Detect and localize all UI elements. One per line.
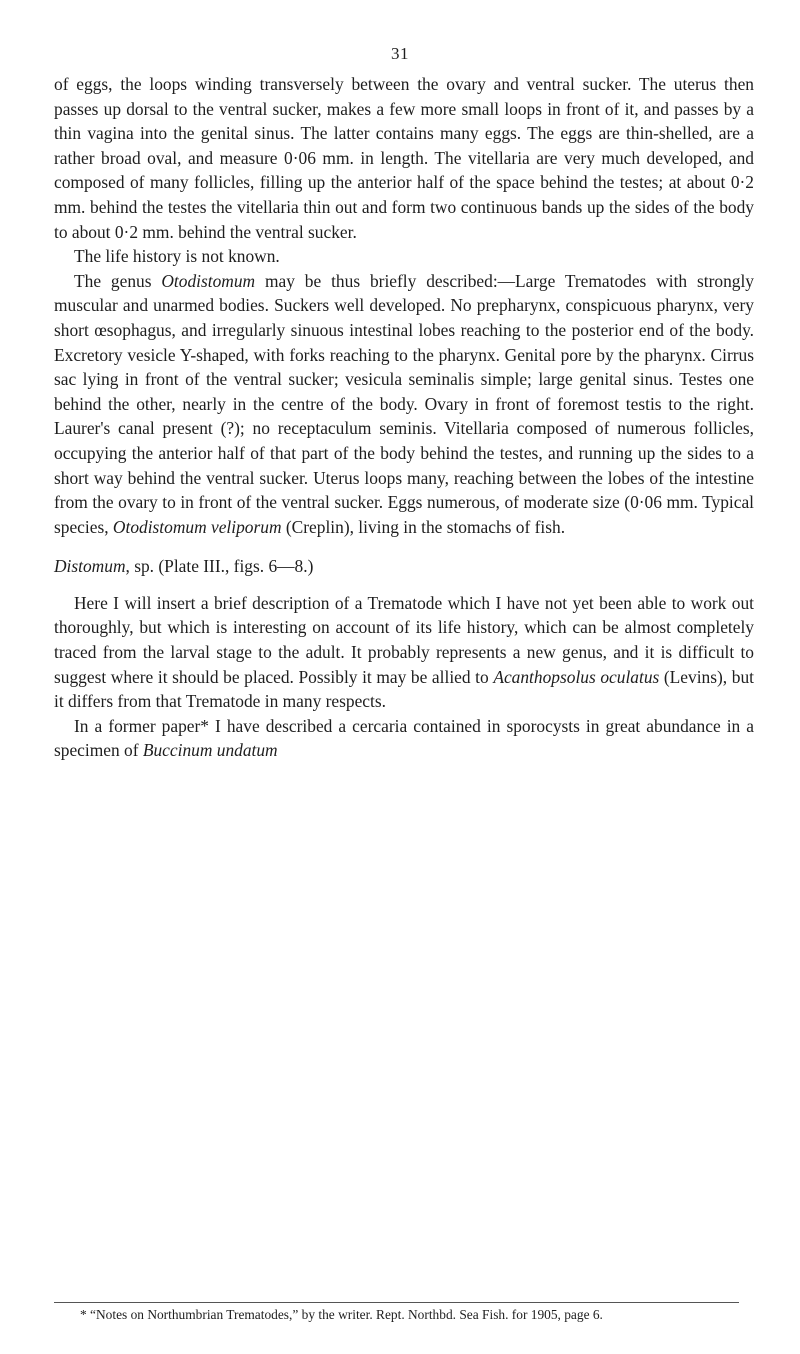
species-name: Buccinum undatum (142, 740, 278, 761)
paragraph-eggs-vitellaria: of eggs, the loops winding transversely between the ovary and ventral sucker. The uterus then passes up dorsal to the ventral sucker, makes a few more small loops in front of it, and passes by a thin vagina into the genital sinus. The latter contains many eggs. The eggs are thin-shelled, are a rather broad oval, and measure 0·06 mm. in length. The vitellaria are very much developed, and composed of many follicles, filling up the anterior half of the space behind the testes; at about 0·2 mm. behind the testes the vitellaria thin out and form two continuous bands up the sides of the body to about 0·2 mm. behind the ventral sucker. (54, 74, 754, 242)
text-segment: The genus (74, 270, 162, 291)
page-number: 31 (391, 44, 409, 63)
genus-name: Otodistomum (161, 270, 256, 291)
body-text (54, 72, 754, 763)
section-heading-distomum (54, 554, 754, 579)
text-segment: (Levins), but it differs from that Trematode in many respects. (54, 666, 754, 712)
species-name: Otodistomum veliporum (112, 516, 282, 537)
genus-name: Distomum (54, 556, 126, 577)
species-name: Acanthopsolus oculatus (493, 666, 660, 687)
text-segment: (Creplin), living in the stomachs of fish. (281, 516, 566, 537)
text-segment: may be thus briefly described:—Large Trematodes with strongly muscular and unarmed bodies. Suckers well developed. No prepharynx, conspicuous pharynx, very short œsophagus, and irregularly sinuous intestinal lobes reaching to the posterior end of the body. Excretory vesicle Y-shaped, with forks reaching to the pharynx. Genital pore by the pharynx. Cirrus sac lying in front of the ventral sucker; vesicula seminalis simple; large genital sinus. Testes one behind the other, nearly in the centre of the body. Ovary in front of foremost testis to the right. Laurer's canal present (?); no receptaculum seminis. Vitellaria composed of numerous follicles, occupying the anterior half of that part of the body behind the testes, and running up the sides to a short way behind the ventral sucker. Uterus loops many, reaching between the lobes of the intestine from the ovary to in front of the ventral sucker. Eggs numerous, of moderate size (0·06 mm. Typical species, (54, 270, 754, 537)
paragraph-life-history: The life history is not known. (74, 246, 280, 267)
footnote: * “Notes on Northumbrian Trematodes,” by the writer. Rept. Northbd. Sea Fish. for 1905, page 6. (80, 1307, 603, 1322)
text-segment: , sp. (Plate III., figs. 6—8.) (125, 556, 314, 577)
paragraph-genus-description (54, 269, 754, 540)
paragraph-trematode-intro (54, 591, 754, 714)
text-segment: In a former paper* I have described a cercaria contained in sporocysts in great abundance in a specimen of (54, 715, 754, 761)
text-segment: Here I will insert a brief description of a Trematode which I have not yet been able to work out thoroughly, but which is interesting on account of its life history, which can be almost completely traced from the larval stage to the adult. It probably represents a new genus, and it is difficult to suggest where it should be placed. Possibly it may be allied to (54, 592, 754, 687)
footnote-divider (54, 1302, 739, 1303)
paragraph-cercaria (54, 714, 754, 763)
